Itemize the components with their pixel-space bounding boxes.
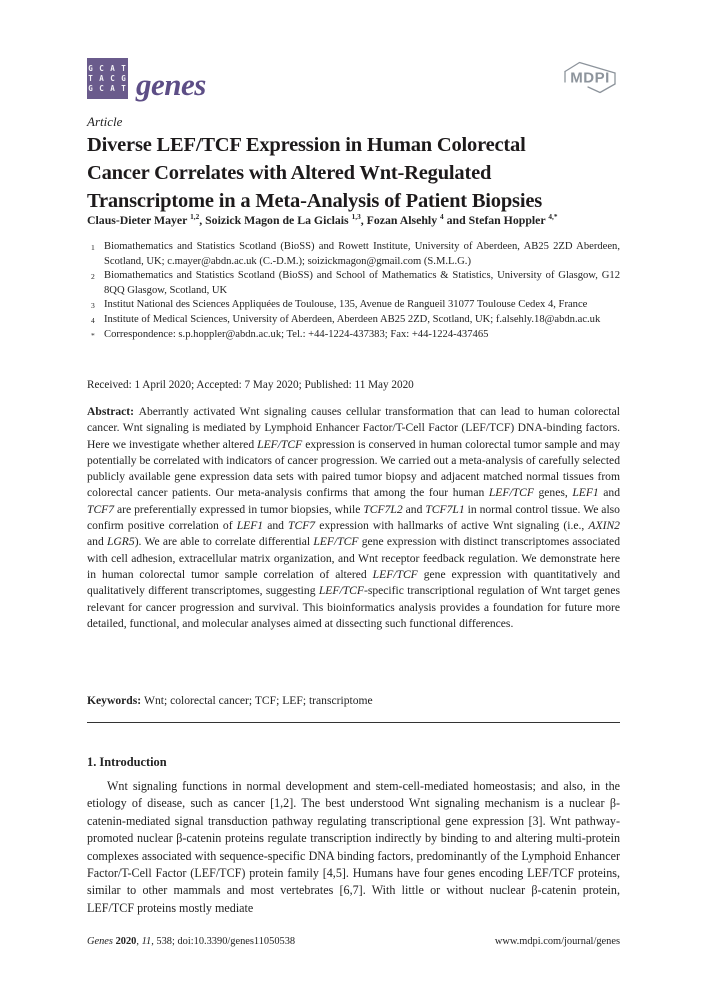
affiliations-list — [87, 240, 620, 342]
page-footer — [87, 936, 620, 947]
affiliation-item — [87, 313, 620, 328]
affiliation-marker: 3 — [91, 301, 95, 311]
dna-letters-row: T A C G — [88, 74, 127, 83]
keywords-line: Keywords: Wnt; colorectal cancer; TCF; LEF; transcriptome — [87, 694, 373, 707]
affiliation-marker: 1 — [91, 243, 95, 252]
svg-text:MDPI: MDPI — [570, 69, 610, 87]
affiliation-text: Correspondence: s.p.hoppler@abdn.ac.uk; Tel.: +44-1224-437383; Fax: +44-1224-437465 — [104, 328, 489, 340]
paper-title-line: Transcriptome in a Meta-Analysis of Patient Biopsies — [87, 190, 542, 212]
dna-letters-row: G C A T — [88, 64, 127, 73]
journal-url: www.mdpi.com/journal/genes — [494, 936, 620, 947]
paper-title-line: Diverse LEF/TCF Expression in Human Colorectal — [87, 134, 526, 156]
paper-title — [87, 131, 620, 215]
affiliation-text: Biomathematics and Statistics Scotland (BioSS) and School of Mathematics & Statistics, University of Glasgow, G12 8QQ Glasgow, Scotland, UK — [104, 270, 620, 296]
affiliation-marker: 2 — [91, 272, 95, 282]
abstract-paragraph: Abstract: Aberrantly activated Wnt signaling causes cellular transformation that can lead to human colorectal cancer. Wnt signaling is mediated by Lymphoid Enhancer Factor/T-Cell Factor (LEF/TCF) DNA-binding factors. Here we investigate whether altered LEF/TCF expression is conserved in human colorectal tumor sample and may potentially be correlated with indicators of cancer progression. We carried out a meta-analysis of carefully selected publicly available gene expression data sets with paired tumor biopsy and adjacent matched normal tissues from colorectal cancer patients. Our meta-analysis confirms that among the four human LEF/TCF genes, LEF1 and TCF7 are preferentially expressed in tumor biopsies, while TCF7L2 and TCF7L1 in normal control tissue. We also confirm positive correlation of LEF1 and TCF7 expression with hallmarks of active Wnt signaling (i.e., AXIN2 and LGR5). We are able to correlate differential LEF/TCF gene expression with distinct transcriptomes associated with cell adhesion, extracellular matrix organization, and Wnt receptor feedback regulation. We demonstrate here in human colorectal tumor sample correlation of altered LEF/TCF gene expression with quantitatively and qualitatively different transcriptomes, suggesting LEF/TCF-specific transcriptional regulation of Wnt target genes relevant for cancer progression and survival. This bioinformatics analysis provides a foundation for future more detailed, functional, and molecular analyses aimed at dissecting such functional differences. — [87, 405, 621, 630]
introduction-heading: 1. Introduction — [87, 755, 167, 769]
affiliation-item — [87, 269, 620, 298]
affiliation-text: Biomathematics and Statistics Scotland (BioSS) and Rowett Institute, University of Aberdeen, AB25 2ZD Aberdeen, Scotland, UK; c.mayer@abdn.ac.uk (C.-D.M.); soizickmagon@gmail.com (S.M.L.G.) — [104, 241, 620, 267]
citation-doi: Genes 2020, 11, 538; doi:10.3390/genes11050538 — [87, 936, 296, 947]
mdpi-hexagon-icon — [562, 58, 618, 94]
received-accepted-published-line: Received: 1 April 2020; Accepted: 7 May 2020; Published: 11 May 2020 — [87, 379, 414, 391]
affiliation-text: Institut National des Sciences Appliquées de Toulouse, 135, Avenue de Rangueil 31077 Toulouse Cedex 4, France — [104, 299, 588, 311]
affiliation-item — [87, 240, 620, 269]
journal-name: genes — [136, 67, 206, 102]
introduction-paragraph: Wnt signaling functions in normal development and stem-cell-mediated homeostasis; and also, in the etiology of disease, such as cancer [1,2]. The best understood Wnt signaling mechanism is a nuclear β-catenin-mediated signal transduction pathway regulating transcriptional gene expression [3]. Wnt pathway-promoted nuclear β-catenin proteins regulate transcription indirectly by binding to and altering multi-protein complexes associated with sequence-specific DNA binding factors, predominantly of the Lymphoid Enhancer Factor/T-Cell Factor (LEF/TCF) protein family [4,5]. Humans have four genes encoding LEF/TCF proteins, similar to other mammals and most vertebrates [6,7]. With little or without nuclear β-catenin protein, LEF/TCF proteins mostly mediate — [87, 779, 620, 915]
affiliation-text: Institute of Medical Sciences, University of Aberdeen, Aberdeen AB25 2ZD, Scotland, UK; f.alsehly.18@abdn.ac.uk — [104, 313, 601, 325]
affiliation-item — [87, 298, 620, 313]
affiliation-marker: 4 — [91, 315, 95, 325]
genes-journal-logo — [87, 58, 620, 102]
article-type-label: Article — [87, 114, 123, 129]
masthead — [87, 58, 620, 100]
mdpi-publisher-logo — [562, 58, 618, 94]
dna-letters-row: G C A T — [88, 84, 127, 93]
paper-title-line: Cancer Correlates with Altered Wnt-Regulated — [87, 162, 492, 184]
affiliation-marker: * — [91, 330, 95, 340]
section-divider — [87, 722, 620, 723]
genes-logo-icon — [87, 58, 128, 99]
affiliation-item — [87, 328, 620, 343]
authors-line: Claus-Dieter Mayer $^{1,2}$, Soizick Magon de La Giclais $^{1,3}$, Fozan Alsehly $^4$ and Stefan Hoppler $^{4,*}$ — [87, 212, 558, 227]
